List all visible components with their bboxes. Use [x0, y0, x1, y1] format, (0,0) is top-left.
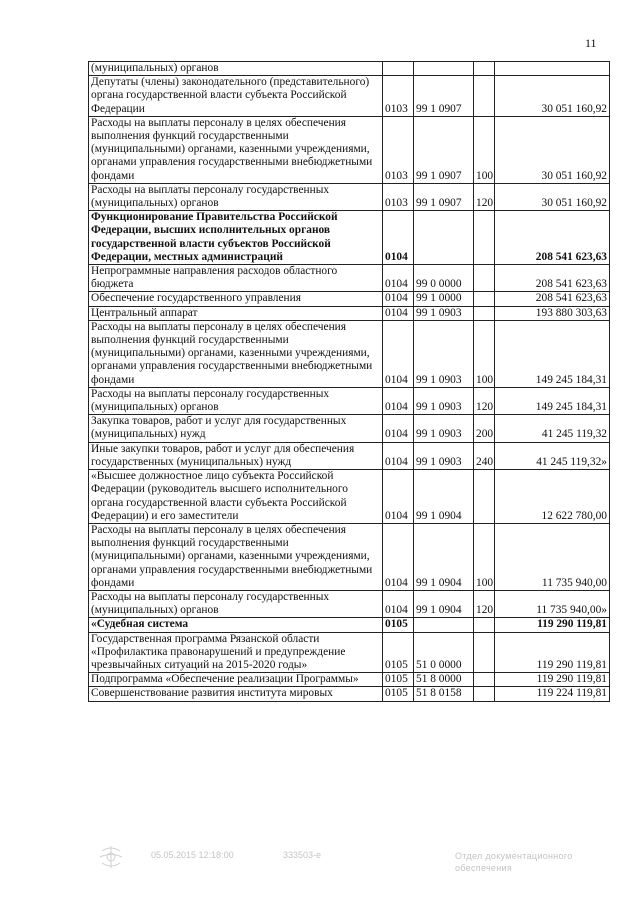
row-section-cell: 0105: [383, 673, 414, 687]
row-target-code-cell: [414, 618, 474, 632]
row-name-cell: Совершенствование развития института мировых: [89, 687, 383, 701]
row-expense-type-cell: [474, 618, 495, 632]
footer-document-code: 333503-е: [283, 850, 322, 860]
row-section-cell: 0104: [383, 470, 414, 524]
row-name-cell: «Судебная система: [89, 618, 383, 632]
row-section-cell: [383, 62, 414, 76]
row-amount-cell: 119 290 119,81: [495, 673, 610, 687]
row-section-cell: 0104: [383, 590, 414, 617]
row-expense-type-cell: 200: [474, 415, 495, 442]
footer-timestamp: 05.05.2015 12:18:00: [151, 850, 234, 860]
row-amount-cell: 149 245 184,31: [495, 320, 610, 387]
row-name-cell: Подпрограмма «Обеспечение реализации Программы»: [89, 673, 383, 687]
row-amount-cell: 149 245 184,31: [495, 387, 610, 414]
table-row: [89, 211, 610, 265]
row-expense-type-cell: [474, 687, 495, 701]
row-target-code-cell: 99 1 0904: [414, 470, 474, 524]
row-section-cell: 0104: [383, 306, 414, 320]
table-row: [89, 183, 610, 210]
table-row: [89, 442, 610, 469]
row-section-cell: 0105: [383, 632, 414, 673]
row-amount-cell: 11 735 940,00»: [495, 590, 610, 617]
row-amount-cell: 30 051 160,92: [495, 183, 610, 210]
row-name-cell: Закупка товаров, работ и услуг для государственных (муниципальных) нужд: [89, 415, 383, 442]
row-section-cell: 0104: [383, 265, 414, 292]
table-row: [89, 632, 610, 673]
table-row: [89, 618, 610, 632]
row-target-code-cell: 99 1 0907: [414, 76, 474, 117]
budget-table-body: [89, 62, 610, 702]
row-target-code-cell: 99 1 0903: [414, 415, 474, 442]
table-row: [89, 76, 610, 117]
row-expense-type-cell: [474, 673, 495, 687]
row-target-code-cell: 99 1 0000: [414, 292, 474, 306]
row-expense-type-cell: 120: [474, 183, 495, 210]
row-target-code-cell: 99 1 0907: [414, 116, 474, 183]
row-name-cell: Депутаты (члены) законодательного (представительного) органа государственной власти субъекта Российской Федерации: [89, 76, 383, 117]
row-target-code-cell: [414, 211, 474, 265]
row-target-code-cell: 99 1 0907: [414, 183, 474, 210]
row-expense-type-cell: [474, 62, 495, 76]
table-row: [89, 673, 610, 687]
budget-table: [88, 61, 610, 702]
row-target-code-cell: 51 8 0158: [414, 687, 474, 701]
table-row: [89, 306, 610, 320]
row-amount-cell: 41 245 119,32: [495, 415, 610, 442]
row-amount-cell: 30 051 160,92: [495, 76, 610, 117]
row-section-cell: 0105: [383, 687, 414, 701]
row-name-cell: Расходы на выплаты персоналу в целях обеспечения выполнения функций государственными (муниципальными) органами, казенными учреждениями, органами управления государственными внебюджетными фондами: [89, 320, 383, 387]
row-name-cell: «Высшее должностное лицо субъекта Российской Федерации (руководитель высшего исполнительного органа государственной власти субъекта Российской Федерации) и его заместители: [89, 470, 383, 524]
row-amount-cell: 208 541 623,63: [495, 292, 610, 306]
row-name-cell: Расходы на выплаты персоналу государственных (муниципальных) органов: [89, 387, 383, 414]
row-section-cell: 0104: [383, 415, 414, 442]
row-expense-type-cell: 120: [474, 590, 495, 617]
row-name-cell: (муниципальных) органов: [89, 62, 383, 76]
row-amount-cell: 119 290 119,81: [495, 618, 610, 632]
row-expense-type-cell: [474, 76, 495, 117]
row-amount-cell: 41 245 119,32»: [495, 442, 610, 469]
table-row: [89, 590, 610, 617]
row-amount-cell: 30 051 160,92: [495, 116, 610, 183]
table-row: [89, 265, 610, 292]
row-expense-type-cell: 100: [474, 116, 495, 183]
table-row: [89, 116, 610, 183]
emblem-icon: [96, 843, 126, 871]
row-expense-type-cell: 240: [474, 442, 495, 469]
row-name-cell: Государственная программа Рязанской области «Профилактика правонарушений и предупреждение чрезвычайных ситуаций на 2015-2020 годы»: [89, 632, 383, 673]
row-expense-type-cell: [474, 470, 495, 524]
row-section-cell: 0104: [383, 320, 414, 387]
row-target-code-cell: 99 1 0903: [414, 442, 474, 469]
row-amount-cell: 208 541 623,63: [495, 211, 610, 265]
row-name-cell: Расходы на выплаты персоналу в целях обеспечения выполнения функций государственными (муниципальными) органами, казенными учреждениями, органами управления государственными внебюджетными фондами: [89, 116, 383, 183]
table-row: [89, 320, 610, 387]
row-name-cell: Расходы на выплаты персоналу государственных (муниципальных) органов: [89, 183, 383, 210]
row-name-cell: Функционирование Правительства Российской Федерации, высших исполнительных органов государственной власти субъектов Российской Федерации, местных администраций: [89, 211, 383, 265]
row-target-code-cell: [414, 62, 474, 76]
table-row: [89, 687, 610, 701]
row-amount-cell: 208 541 623,63: [495, 265, 610, 292]
row-expense-type-cell: [474, 292, 495, 306]
row-target-code-cell: 99 1 0903: [414, 387, 474, 414]
row-expense-type-cell: [474, 211, 495, 265]
table-row: [89, 387, 610, 414]
row-name-cell: Расходы на выплаты персоналу в целях обеспечения выполнения функций государственными (муниципальными) органами, казенными учреждениями, органами управления государственными внебюджетными фондами: [89, 523, 383, 590]
row-section-cell: 0103: [383, 76, 414, 117]
row-amount-cell: 119 224 119,81: [495, 687, 610, 701]
row-name-cell: Расходы на выплаты персоналу государственных (муниципальных) органов: [89, 590, 383, 617]
row-amount-cell: 12 622 780,00: [495, 470, 610, 524]
row-name-cell: Непрограммные направления расходов областного бюджета: [89, 265, 383, 292]
row-target-code-cell: 99 0 0000: [414, 265, 474, 292]
row-target-code-cell: 99 1 0904: [414, 523, 474, 590]
row-amount-cell: 11 735 940,00: [495, 523, 610, 590]
row-target-code-cell: 99 1 0904: [414, 590, 474, 617]
footer-department-stamp: Отдел документационного обеспечения: [455, 851, 573, 873]
row-section-cell: 0104: [383, 442, 414, 469]
row-section-cell: 0103: [383, 116, 414, 183]
row-amount-cell: [495, 62, 610, 76]
row-amount-cell: 193 880 303,63: [495, 306, 610, 320]
row-amount-cell: 119 290 119,81: [495, 632, 610, 673]
row-target-code-cell: 99 1 0903: [414, 320, 474, 387]
row-section-cell: 0104: [383, 292, 414, 306]
row-target-code-cell: 51 0 0000: [414, 632, 474, 673]
row-expense-type-cell: [474, 306, 495, 320]
row-section-cell: 0104: [383, 523, 414, 590]
row-target-code-cell: 99 1 0903: [414, 306, 474, 320]
row-section-cell: 0105: [383, 618, 414, 632]
table-row: [89, 415, 610, 442]
table-row: [89, 62, 610, 76]
row-expense-type-cell: 120: [474, 387, 495, 414]
table-row: [89, 292, 610, 306]
row-name-cell: Обеспечение государственного управления: [89, 292, 383, 306]
row-expense-type-cell: [474, 632, 495, 673]
row-name-cell: Центральный аппарат: [89, 306, 383, 320]
row-section-cell: 0103: [383, 183, 414, 210]
row-section-cell: 0104: [383, 211, 414, 265]
row-name-cell: Иные закупки товаров, работ и услуг для обеспечения государственных (муниципальных) нужд: [89, 442, 383, 469]
row-expense-type-cell: [474, 265, 495, 292]
row-expense-type-cell: 100: [474, 523, 495, 590]
row-target-code-cell: 51 8 0000: [414, 673, 474, 687]
table-row: [89, 523, 610, 590]
row-expense-type-cell: 100: [474, 320, 495, 387]
table-row: [89, 470, 610, 524]
row-section-cell: 0104: [383, 387, 414, 414]
page-number: 11: [585, 36, 597, 50]
